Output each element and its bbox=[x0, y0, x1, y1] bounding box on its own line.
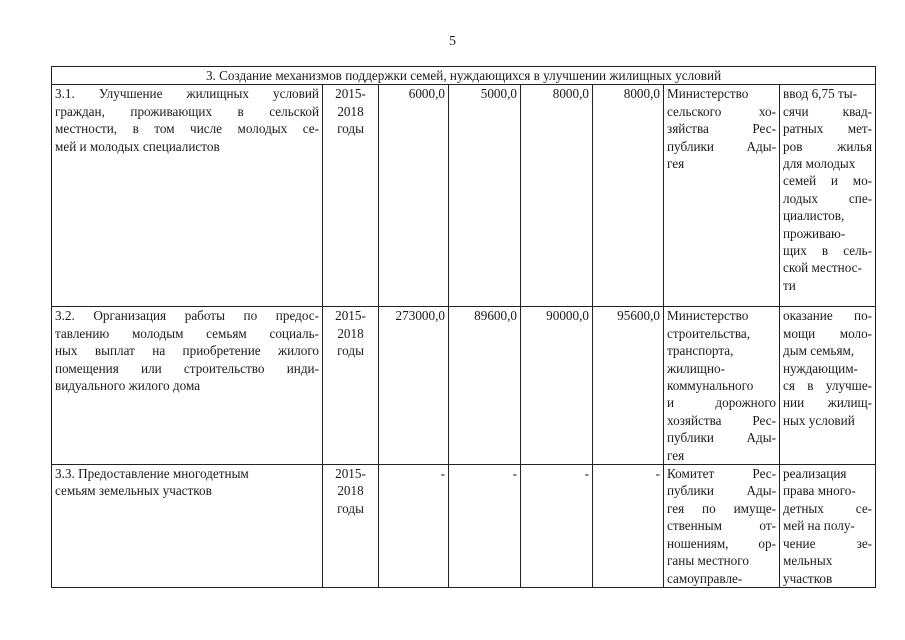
executor-line: строительства, bbox=[667, 325, 751, 341]
table-row bbox=[52, 465, 876, 588]
executor-cell bbox=[664, 85, 780, 307]
term-line: 2018 bbox=[337, 483, 364, 499]
result-line: чение зе- bbox=[783, 535, 873, 551]
funding-value: 95600,0 bbox=[593, 307, 664, 465]
executor-line: публики Ады- bbox=[667, 430, 776, 446]
result-line: детных се- bbox=[783, 500, 873, 516]
result-line: ся в улучше- bbox=[783, 378, 873, 394]
section-title: 3. Создание механизмов поддержки семей, нуждающихся в улучшении жилищных условий bbox=[52, 67, 876, 85]
executor-line: хозяйства Рес- bbox=[667, 412, 776, 428]
result-line: ных условий bbox=[783, 412, 855, 428]
executor-line: публики Ады- bbox=[667, 483, 776, 499]
executor-line: Комитет Рес- bbox=[667, 466, 776, 482]
term-line: 2018 bbox=[337, 103, 364, 119]
funding-value: 5000,0 bbox=[449, 85, 521, 307]
result-line: ввод 6,75 ты- bbox=[783, 86, 857, 102]
executor-line: гея bbox=[667, 447, 685, 463]
result-line: мощи моло- bbox=[783, 325, 873, 341]
term-cell bbox=[323, 85, 379, 307]
funding-value: - bbox=[379, 465, 449, 588]
description-line: видуального жилого дома bbox=[55, 378, 201, 394]
funding-value: 89600,0 bbox=[449, 307, 521, 465]
funding-value: 8000,0 bbox=[521, 85, 593, 307]
result-line: участков bbox=[783, 570, 833, 586]
result-cell bbox=[780, 465, 876, 588]
result-line: лодых спе- bbox=[783, 190, 873, 206]
term-line: годы bbox=[337, 343, 364, 359]
result-line: проживаю- bbox=[783, 225, 846, 241]
result-line: права много- bbox=[783, 483, 856, 499]
result-line: нуждающим- bbox=[783, 360, 858, 376]
description-line: 3.3. Предоставление многодетным bbox=[55, 466, 249, 482]
executor-line: жилищно- bbox=[667, 360, 726, 376]
result-line: оказание по- bbox=[783, 308, 873, 324]
executor-line: ганы местного bbox=[667, 553, 749, 569]
result-line: нии жилищ- bbox=[783, 395, 873, 411]
measure-description bbox=[52, 307, 323, 465]
program-table bbox=[51, 66, 876, 588]
funding-value: 6000,0 bbox=[379, 85, 449, 307]
result-line: дым семьям, bbox=[783, 343, 855, 359]
executor-line: гея по имуще- bbox=[667, 500, 776, 516]
measure-description bbox=[52, 465, 323, 588]
funding-value: 90000,0 bbox=[521, 307, 593, 465]
description-line: 3.2. Организация работы по предос- bbox=[55, 308, 319, 324]
description-line: помещения или строительство инди- bbox=[55, 360, 319, 376]
executor-line: публики Ады- bbox=[667, 138, 776, 154]
term-line: 2015- bbox=[335, 466, 366, 482]
executor-line: Министерство bbox=[667, 86, 749, 102]
result-line: ров жилья bbox=[783, 138, 873, 154]
table-row bbox=[52, 85, 876, 307]
executor-line: ственным от- bbox=[667, 518, 776, 534]
measure-description bbox=[52, 85, 323, 307]
executor-line: транспорта, bbox=[667, 343, 734, 359]
executor-line: коммунального bbox=[667, 378, 754, 394]
table-row bbox=[52, 307, 876, 465]
result-line: ратных мет- bbox=[783, 121, 873, 137]
executor-line: гея bbox=[667, 156, 685, 172]
description-line: ных выплат на приобретение жилого bbox=[55, 343, 319, 359]
result-line: для молодых bbox=[783, 156, 856, 172]
result-line: циалистов, bbox=[783, 208, 845, 224]
result-line: ской местнос- bbox=[783, 260, 862, 276]
description-line: граждан, проживающих в сельской bbox=[55, 103, 319, 119]
funding-value: 273000,0 bbox=[379, 307, 449, 465]
result-line: ти bbox=[783, 277, 796, 293]
result-cell bbox=[780, 85, 876, 307]
result-line: мей на полу- bbox=[783, 518, 855, 534]
funding-value: - bbox=[593, 465, 664, 588]
term-cell bbox=[323, 307, 379, 465]
funding-value: - bbox=[449, 465, 521, 588]
description-line: мей и молодых специалистов bbox=[55, 138, 220, 154]
result-line: щих в сель- bbox=[783, 243, 873, 259]
result-cell bbox=[780, 307, 876, 465]
description-line: тавлению молодым семьям социаль- bbox=[55, 325, 319, 341]
funding-value: 8000,0 bbox=[593, 85, 664, 307]
result-line: мельных bbox=[783, 553, 833, 569]
term-line: годы bbox=[337, 121, 364, 137]
executor-cell bbox=[664, 465, 780, 588]
executor-line: зяйства Рес- bbox=[667, 121, 776, 137]
result-line: реализация bbox=[783, 466, 847, 482]
description-line: 3.1. Улучшение жилищных условий bbox=[55, 86, 319, 102]
executor-line: сельского хо- bbox=[667, 103, 776, 119]
page-number: 5 bbox=[449, 34, 456, 49]
term-line: 2015- bbox=[335, 86, 366, 102]
description-line: местности, в том числе молодых се- bbox=[55, 121, 319, 137]
executor-line: Министерство bbox=[667, 308, 749, 324]
result-line: семей и мо- bbox=[783, 173, 873, 189]
term-line: 2015- bbox=[335, 308, 366, 324]
executor-line: самоуправле- bbox=[667, 570, 743, 586]
term-line: 2018 bbox=[337, 325, 364, 341]
executor-cell bbox=[664, 307, 780, 465]
funding-value: - bbox=[521, 465, 593, 588]
executor-line: ношениям, ор- bbox=[667, 535, 776, 551]
term-line: годы bbox=[337, 500, 364, 516]
description-line: семьям земельных участков bbox=[55, 483, 212, 499]
executor-line: и дорожного bbox=[667, 395, 776, 411]
section-header-row bbox=[52, 67, 876, 85]
term-cell bbox=[323, 465, 379, 588]
result-line: сячи квад- bbox=[783, 103, 873, 119]
